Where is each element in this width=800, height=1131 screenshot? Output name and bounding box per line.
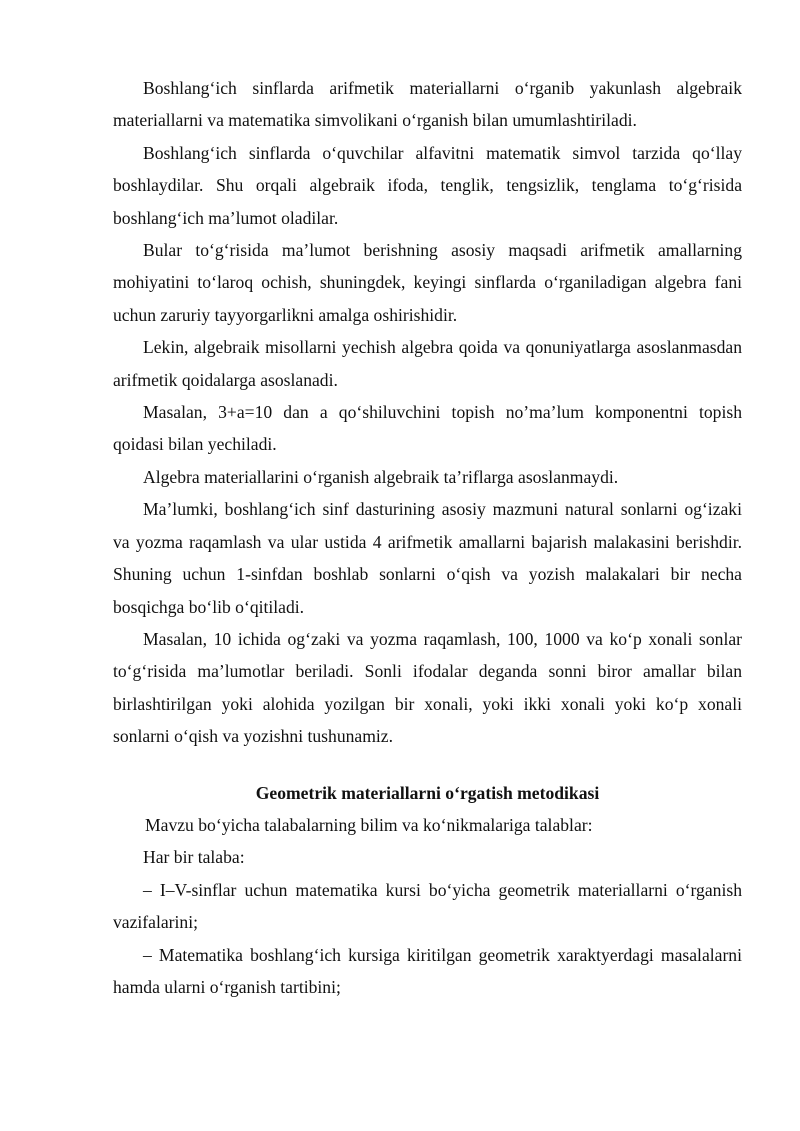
paragraph-example-equation: Masalan, 3+a=10 dan a qo‘shiluvchini topish no’ma’lum komponentni topish qoidasi bilan yechiladi. [113,402,742,455]
paragraph-requirements: Mavzu bo‘yicha talabalarning bilim va ko‘nikmalariga talablar: [145,814,593,835]
paragraph-example-numbering: Masalan, 10 ichida og‘zaki va yozma raqamlash, 100, 1000 va ko‘p xonali sonlar to‘g‘risida ma’lumotlar beriladi. Sonli ifodalar deganda sonni biror amallar bilan birlashtirilgan yoki alohida yozilgan bir xonali, yoki ikki xonali yoki ko‘p xonali sonlarni o‘qish va yozishni tushunamiz. [113,628,742,747]
paragraph-purpose: Bular to‘g‘risida ma’lumot berishning asosiy maqsadi arifmetik amallarning mohiyatini to‘laroq ochish, shuningdek, keyingi sinflarda o‘rganiladigan algebra fani uchun zaruriy tayyorgarlikni amalga oshirishidir. [113,240,742,325]
list-item-geometry-tasks: – I–V-sinflar uchun matematika kursi bo‘yicha geometrik materiallarni o‘rganish vazifalarini; [113,879,742,933]
paragraph-intro: Boshlang‘ich sinflarda arifmetik materiallarni o‘rganib yakunlash algebraik materiallarni va matematika simvolikani o‘rganish bilan umumlashtiriladi. [113,78,742,131]
paragraph-algebra-definitions: Algebra materiallarini o‘rganish algebraik ta’riflarga asoslanmaydi. [143,466,619,487]
paragraph-each-student: Har bir talaba: [143,847,245,868]
paragraph-arithmetic-rules: Lekin, algebraik misollarni yechish algebra qoida va qonuniyatlarga asoslanmasdan arifmetik qoidalarga asoslanadi. [113,337,742,390]
list-item-geometry-problems: – Matematika boshlang‘ich kursiga kiritilgan geometrik xaraktyerdagi masalalarni hamda ularni o‘rganish tartibini; [113,944,742,997]
paragraph-alphabet-symbols: Boshlang‘ich sinflarda o‘quvchilar alfavitni matematik simvol tarzida qo‘llay boshlaydilar. Shu orqali algebraik ifoda, tenglik, tengsizlik, tenglama to‘g‘risida boshlang‘ich ma’lumot oladilar. [113,142,742,228]
paragraph-program-content: Ma’lumki, boshlang‘ich sinf dasturining asosiy mazmuni natural sonlarni og‘izaki va yozma raqamlash va ular ustida 4 arifmetik amallarni bajarish malakasini berishdir. Shuning uchun 1-sinfdan boshlab sonlarni o‘qish va yozish malakalari bir necha bosqichga bo‘lib o‘qitiladi. [113,499,742,617]
section-heading: Geometrik materiallarni o‘rgatish metodikasi [255,782,600,803]
